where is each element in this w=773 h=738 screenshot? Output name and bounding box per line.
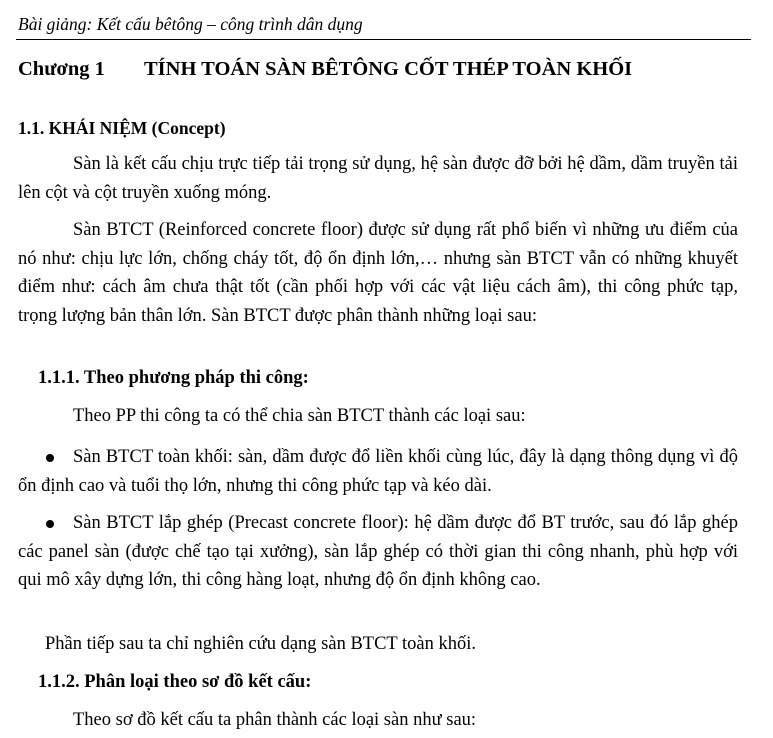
bullet-text: Sàn BTCT lắp ghép (Precast concrete floor): hệ dầm được đổ BT trước, sau đó lắp ghép các panel sàn (được chế tạo tại xưởng), sàn lắp ghép có thời gian thi công nhanh, phù hợp với qui mô xây dựng lớn, thi công hàng loạt, nhưng độ ổn định không cao. xyxy=(18,513,738,590)
chapter-title: TÍNH TOÁN SÀN BÊTÔNG CỐT THÉP TOÀN KHỐI xyxy=(144,58,633,80)
section-1-1-heading: 1.1. KHÁI NIỆM (Concept) xyxy=(18,118,226,138)
header-rule xyxy=(16,39,751,40)
section-1-1-paragraph-1: Sàn là kết cấu chịu trực tiếp tải trọng sử dụng, hệ sàn được đỡ bởi hệ dầm, dầm truyền tải lên cột và cột truyền xuống móng. xyxy=(18,154,738,203)
section-1-1-2-intro: Theo sơ đồ kết cấu ta phân thành các loại sàn như sau: xyxy=(73,710,477,730)
chapter-number: Chương 1 xyxy=(18,58,105,80)
bullet-item xyxy=(18,443,738,503)
section-1-1-1-intro: Theo PP thi công ta có thể chia sàn BTCT thành các loại sau: xyxy=(73,406,526,426)
section-1-1-paragraph-2: Sàn BTCT (Reinforced concrete floor) được sử dụng rất phổ biến vì những ưu điểm của nó như: chịu lực lớn, chống cháy tốt, độ ổn định lớn,… nhưng sàn BTCT vẫn có những khuyết điểm như: cách âm chưa thật tốt (cần phối hợp với các vật liệu cách âm), thi công phức tạp, trọng lượng bản thân lớn. Sàn BTCT được phân thành những loại sau: xyxy=(18,220,738,326)
bullet-item xyxy=(18,509,738,623)
bullet-text: Sàn BTCT toàn khối: sàn, dầm được đổ liền khối cùng lúc, đây là dạng thông dụng vì độ ổn định cao và tuổi thọ lớn, nhưng thi công phức tạp và kéo dài. xyxy=(18,447,738,496)
section-1-1-1-closing: Phần tiếp sau ta chỉ nghiên cứu dạng sàn BTCT toàn khối. xyxy=(45,634,477,654)
running-header: Bài giảng: Kết cấu bêtông – công trình dân dụng xyxy=(18,14,363,34)
chapter-heading xyxy=(18,58,632,81)
section-1-1-1-heading: 1.1.1. Theo phương pháp thi công: xyxy=(38,368,309,388)
section-1-1-2-heading: 1.1.2. Phân loại theo sơ đồ kết cấu: xyxy=(38,672,312,692)
